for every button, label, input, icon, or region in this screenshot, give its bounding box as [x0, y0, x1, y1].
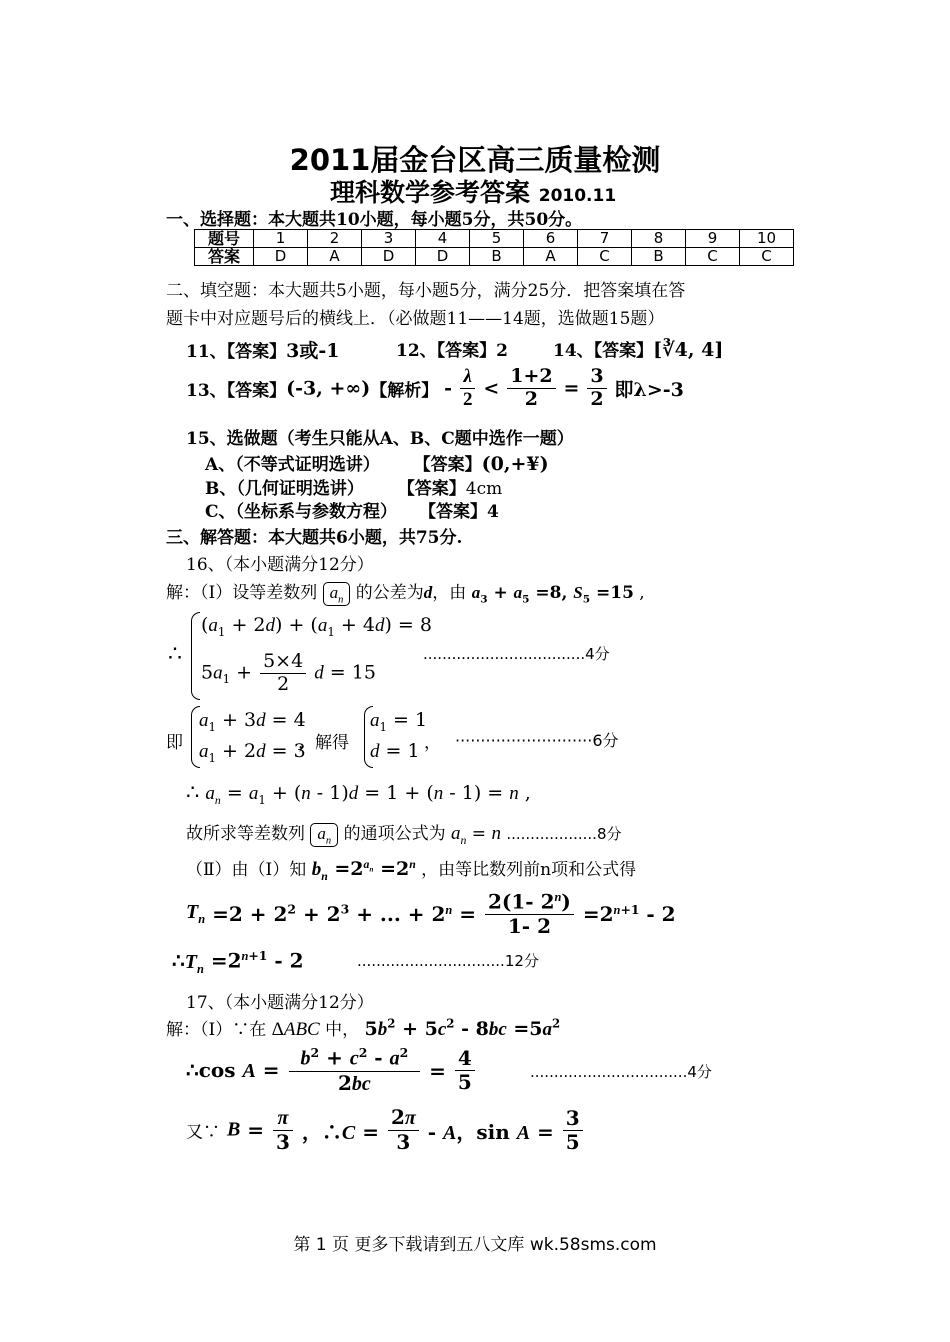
general-line: 故所求等差数列 $a_n$ 的通项公式为 $a_n = n$ ...................8分 [186, 823, 622, 847]
eq-sys1-line1: $(a_1 + 2d) + (a_1 + 4d) = 8$ [201, 614, 432, 639]
set-brace: $a_n$ [323, 582, 351, 606]
q15-b-label: B、（几何证明选讲） [205, 479, 364, 499]
q11 [186, 336, 340, 363]
table-cell-answer: C [578, 248, 632, 266]
therefore-icon: ∴ [168, 642, 182, 667]
table-cell-answer: C [686, 248, 740, 266]
table-row [195, 230, 794, 248]
table-cell-answer: A [524, 248, 578, 266]
q13-label: 13、【答案】 [186, 380, 287, 401]
fraction: $\frac{b^2 + c^2 - a^2}{2bc}$ [289, 1046, 421, 1096]
general-text2: 的通项公式为 [343, 824, 446, 844]
angle-line: 又∵ B = $\frac{\pi}{3}$ ，∴C = $\frac{2\pi}{3}$ - A，sin A = $\frac{3}{5}$ [186, 1106, 585, 1154]
eq-sys2-line2: $a_1 + 2d = 3$ [199, 740, 306, 765]
table-cell-number: 5 [470, 230, 524, 248]
page-title: 2011届金台区高三质量检测 [289, 143, 661, 177]
table-cell-number: 8 [632, 230, 686, 248]
q14 [553, 336, 723, 361]
q11-answer: 3或-1 [286, 340, 340, 362]
table-cell-answer: C [740, 248, 794, 266]
q15-b [205, 474, 502, 499]
table-cell-number: 4 [416, 230, 470, 248]
fraction: $\frac{3}{2}$ [587, 366, 606, 411]
general-text: 故所求等差数列 [186, 824, 305, 844]
q16-solve-label: 解：（Ⅰ）设等差数列 [166, 583, 318, 603]
fraction: $\frac{1+2}{2}$ [507, 366, 555, 411]
section2-heading-line2: 题卡中对应题号后的横线上．（必做题11——14题，选做题15题） [166, 309, 665, 329]
q17-solve-mid: 中， [325, 1020, 360, 1040]
tn-result: $\therefore T_n =2^{n+1} - 2$ [172, 948, 304, 976]
you-label: 又∵ [186, 1122, 220, 1143]
fraction: $\frac{\lambda}{2}$ [460, 366, 476, 411]
table-cell-answer: B [470, 248, 524, 266]
eq-sys1-line2: $5a_1$ + $\frac{5\times 4}{2}$ d = 15 [201, 650, 376, 695]
part2-line: （Ⅱ）由（Ⅰ）知 $b_n =2^{a_n} =2^n$ ，由等比数列前n项和公式得 [186, 857, 637, 883]
table-cell-answer: A [308, 248, 362, 266]
fraction: $\frac{5\times 4}{2}$ [260, 651, 306, 696]
q14-answer: [∛4, 4] [653, 339, 724, 361]
fraction: $\frac{4}{5}$ [455, 1047, 475, 1094]
cosA-line: ∴cos A = $\frac{b^2 + c^2 - a^2}{2bc}$ = $\frac{4}{5}$ [186, 1046, 477, 1096]
table-cell-number: 7 [578, 230, 632, 248]
q16-solve-mid2: ，由 [432, 583, 467, 603]
q17-heading: 17、（本小题满分12分） [186, 993, 374, 1013]
jiede-label: ，解得 [298, 733, 349, 753]
table-cell-number: 10 [740, 230, 794, 248]
q16-solve-mid: 的公差为 [355, 583, 424, 603]
q17-solve-line: 解：（Ⅰ）∵在 ΔABC 中， $5b^2 + 5c^2 - 8bc =5a^2$ [166, 1016, 561, 1040]
table-cell-answer: D [362, 248, 416, 266]
fraction: $\frac{\pi}{3}$ [273, 1106, 293, 1154]
eq-sys2-line1: $a_1 + 3d = 4$ [199, 709, 306, 734]
q15-c-answer: 4 [486, 502, 499, 522]
part2-text: （Ⅱ）由（Ⅰ）知 [186, 860, 307, 880]
q15-b-answer: 4cm [465, 479, 503, 499]
table-cell-number: 1 [254, 230, 308, 248]
q13-answer: (-3, +∞) [286, 377, 371, 400]
score-8: 8分 [596, 825, 622, 843]
therefore-icon: ∴ [186, 780, 200, 804]
score-6: ···························6分 [455, 731, 619, 750]
table-cell-answer: D [416, 248, 470, 266]
answer-table [194, 229, 794, 266]
q17-solve-label: 解：（Ⅰ）∵在 [166, 1020, 267, 1040]
q12-answer: 2 [496, 341, 509, 361]
q14-label: 14、【答案】 [553, 341, 654, 361]
an-line: ∴ $a_n = a_1 + (n - 1)d = 1 + (n - 1) = n$ , [186, 780, 531, 807]
page-subtitle [330, 173, 616, 209]
table-cell-answer: D [254, 248, 308, 266]
section2-heading-line1: 二、填空题：本大题共5小题，每小题5分，满分25分．把答案填在答 [166, 281, 686, 301]
score-4: ..................................4分 [423, 645, 610, 663]
q13-analysis-label: 【解析】 [370, 380, 439, 401]
q15-c [205, 497, 499, 522]
part2-tail: ，由等比数列前n项和公式得 [421, 860, 637, 880]
q15-a-answer-label: 【答案】 [413, 455, 482, 475]
table-cell-number: 9 [686, 230, 740, 248]
system-brace [191, 612, 200, 700]
section1-heading: 一、选择题：本大题共10小题，每小题5分，共50分。 [166, 210, 583, 230]
q15-heading: 15、选做题（考生只能从A、B、C题中选作一题） [186, 429, 574, 449]
subtitle-text: 理科数学参考答案 [330, 178, 531, 207]
table-row [195, 248, 794, 266]
table-cell-number: 2 [308, 230, 362, 248]
q15-a-label: A、（不等式证明选讲） [205, 455, 380, 475]
score-12: ...............................12分 [357, 952, 539, 970]
q16-solve-line: 解：（Ⅰ）设等差数列 $a_n$ 的公差为d，由 $a_3 + a_5 =8$, $S_5 =15$ , [166, 583, 645, 606]
q12 [396, 336, 508, 361]
q15-a-answer: (0,+¥) [481, 453, 549, 475]
ji-label: 即 [166, 733, 183, 753]
tn-sum-line: $T_n =2 + 2^2 + 2^3$ + ... + $2^n$ = $\frac{2(1- 2^n)}{1- 2}$ $=2^{n+1} - 2$ [186, 889, 676, 938]
row-label: 答案 [195, 248, 254, 266]
q11-label: 11、【答案】 [186, 342, 287, 362]
table-cell-number: 6 [524, 230, 578, 248]
q15-c-label: C、（坐标系与参数方程） [205, 502, 398, 522]
set-brace: $a_n$ [310, 823, 338, 847]
q13-analysis-tail: 即λ>-3 [614, 378, 684, 401]
q13: 13、【答案】(-3, +∞)【解析】 - $\frac{\lambda}{2}$ < $\frac{1+2}{2}$ = $\frac{3}{2}$ 即λ>-3 [186, 365, 684, 410]
table-cell-answer: B [632, 248, 686, 266]
footer: 第 1 页 更多下载请到五八文库 wk.58sms.com [293, 1235, 657, 1255]
subtitle-date: 2010.11 [538, 186, 617, 206]
q16-heading: 16、（本小题满分12分） [186, 555, 374, 575]
comma: ， [424, 733, 441, 753]
q15-a [205, 450, 549, 475]
q12-label: 12、【答案】 [396, 341, 497, 361]
section3-heading: 三、解答题：本大题共6小题，共75分. [166, 528, 463, 548]
eq-sys3-line2: d = 1 [370, 740, 420, 762]
fraction: $\frac{2(1- 2^n)}{1- 2}$ [485, 890, 574, 938]
fraction: $\frac{3}{5}$ [563, 1107, 583, 1154]
eq-sys3-line1: $a_1 = 1$ [370, 709, 428, 734]
table-cell-number: 3 [362, 230, 416, 248]
therefore-icon: ∴ [172, 948, 185, 973]
q15-c-answer-label: 【答案】 [418, 502, 487, 522]
row-label: 题号 [195, 230, 254, 248]
score-4-q17: .................................4分 [530, 1063, 712, 1081]
q15-b-answer-label: 【答案】 [397, 479, 466, 499]
fraction: $\frac{2\pi}{3}$ [388, 1106, 419, 1154]
